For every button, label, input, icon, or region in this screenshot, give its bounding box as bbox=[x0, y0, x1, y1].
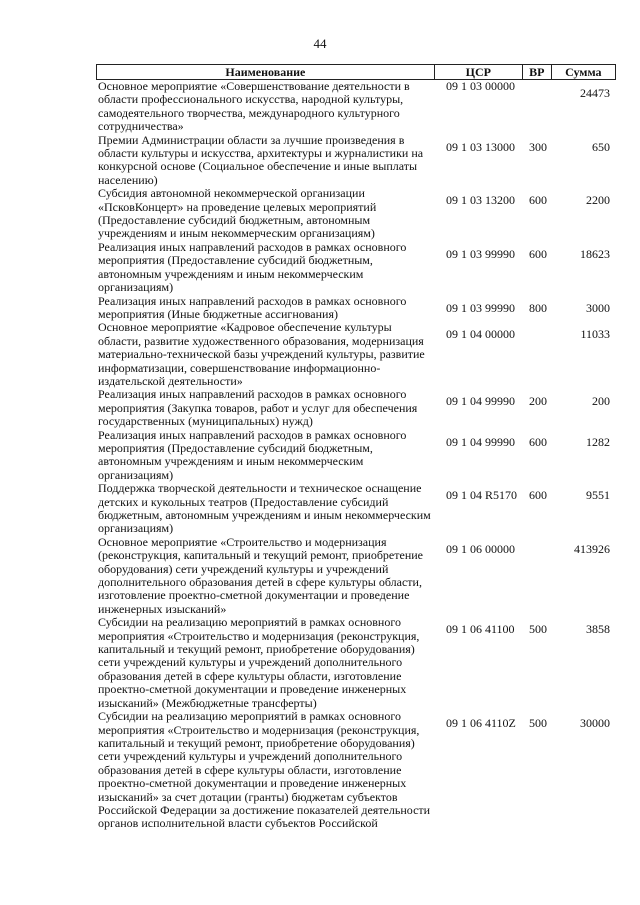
row-csr: 09 1 03 99990 bbox=[446, 300, 515, 315]
row-name: Реализация иных направлений расходов в рамках основного мероприятия (Иные бюджетные ассигнования) bbox=[98, 293, 407, 321]
table-row bbox=[96, 80, 616, 134]
row-name: Реализация иных направлений расходов в рамках основного мероприятия (Предоставление субсидий бюджетным, автономным учреждениям и иным некоммерческим организациям) bbox=[98, 427, 407, 482]
row-sum: 30000 bbox=[580, 716, 610, 731]
row-vr: 600 bbox=[529, 246, 547, 261]
row-sum: 24473 bbox=[580, 86, 610, 100]
table-row bbox=[96, 321, 616, 388]
row-sum: 3000 bbox=[586, 300, 610, 315]
row-name: Субсидии на реализацию мероприятий в рамках основного мероприятия «Строительство и модернизация (реконструкция, капитальный и текущий ремонт, приобретение оборудования) сети учреждений культуры и учреждений дополнительного образования детей в сфере культуры области, изготовление проектно-сметной документации и проведение инженерных изысканий» (Межбюджетные трансферты) bbox=[98, 615, 420, 710]
row-csr: 09 1 03 13000 bbox=[446, 139, 515, 154]
row-sum: 18623 bbox=[580, 246, 610, 261]
row-vr: 500 bbox=[529, 622, 547, 637]
row-sum: 650 bbox=[592, 139, 610, 154]
row-csr: 09 1 04 99990 bbox=[446, 434, 515, 449]
table-row bbox=[96, 482, 616, 536]
row-csr: 09 1 04 R5170 bbox=[446, 488, 518, 503]
row-vr: 300 bbox=[529, 139, 547, 154]
row-name: Субсидии на реализацию мероприятий в рамках основного мероприятия «Строительство и модернизация (реконструкция, капитальный и текущий ремонт, приобретение оборудования) сети учреждений культуры и учреждений дополнительного образования детей в сфере культуры области, изготовление проектно-сметной документации и проведение инженерных изысканий» за счет дотации (гранты) бюджетам субъектов Российской Федерации за достижение показателей деятельности органов исполнительной власти субъектов Российской bbox=[98, 709, 431, 831]
page-number: 44 bbox=[313, 36, 327, 51]
row-name: Поддержка творческой деятельности и техническое оснащение детских и кукольных театров (Предоставление субсидий бюджетным, автономным учреждениям и иным некоммерческим организациям) bbox=[98, 481, 431, 536]
header-sum: Сумма bbox=[551, 65, 616, 79]
row-vr: 600 bbox=[529, 434, 547, 449]
header-vr: ВР bbox=[522, 65, 551, 79]
row-csr: 09 1 06 41100 bbox=[446, 622, 515, 637]
row-vr bbox=[524, 321, 552, 388]
row-name: Основное мероприятие «Совершенствование деятельности в области профессионального искусства, народной культуры, самодеятельного творчества, международного культурного сотрудничества» bbox=[98, 79, 410, 134]
row-sum: 413926 bbox=[574, 541, 610, 556]
row-sum: 3858 bbox=[586, 622, 610, 637]
row-sum: 2200 bbox=[586, 193, 610, 208]
table-row bbox=[96, 429, 616, 483]
row-vr bbox=[524, 536, 552, 616]
row-csr: 09 1 06 4110Z bbox=[446, 716, 516, 731]
table-row bbox=[96, 241, 616, 295]
table-row bbox=[96, 187, 616, 241]
row-vr: 200 bbox=[529, 394, 547, 409]
row-name: Основное мероприятие «Строительство и модернизация (реконструкция, капитальный и текущий ремонт, приобретение оборудования) сети учреждений культуры и учреждений дополнительного образования детей в сфере культуры области, изготовление проектно-сметной документации и проведение инженерных изысканий» bbox=[98, 534, 424, 616]
row-sum: 1282 bbox=[586, 434, 610, 449]
row-name: Субсидия автономной некоммерческой организации «ПсковКонцерт» на проведение целевых мероприятий (Предоставление субсидий бюджетным, автономным учреждениям и иным некоммерческим организациям) bbox=[98, 186, 377, 241]
table-row bbox=[96, 710, 616, 831]
row-sum: 200 bbox=[592, 394, 610, 409]
row-sum: 9551 bbox=[586, 488, 610, 503]
row-csr: 09 1 03 00000 bbox=[446, 79, 515, 93]
row-csr: 09 1 03 99990 bbox=[446, 246, 515, 261]
budget-table bbox=[96, 64, 616, 831]
row-name: Премии Администрации области за лучшие произведения в области культуры и искусства, архитектуры и журналистики на конкурсной основе (Социальное обеспечение и иные выплаты населению) bbox=[98, 132, 424, 187]
row-csr: 09 1 04 99990 bbox=[446, 394, 515, 409]
table-row bbox=[96, 536, 616, 616]
table-row bbox=[96, 295, 616, 322]
table-row bbox=[96, 134, 616, 188]
row-csr: 09 1 04 00000 bbox=[446, 327, 515, 342]
table-row bbox=[96, 388, 616, 428]
row-csr: 09 1 03 13200 bbox=[446, 193, 515, 208]
row-vr: 500 bbox=[529, 716, 547, 731]
row-name: Основное мероприятие «Кадровое обеспечение культуры области, развитие художественного образования, модернизация материально-технической базы учреждений культуры, развитие информатизации, совершенствование информационно-издательской деятельности» bbox=[98, 320, 425, 388]
row-csr: 09 1 06 00000 bbox=[446, 541, 515, 556]
row-name: Реализация иных направлений расходов в рамках основного мероприятия (Предоставление субсидий бюджетным, автономным учреждениям и иным некоммерческим организациям) bbox=[98, 239, 407, 295]
header-name: Наименование bbox=[96, 65, 434, 79]
row-name: Реализация иных направлений расходов в рамках основного мероприятия (Закупка товаров, работ и услуг для обеспечения государственных (муниципальных) нужд) bbox=[98, 387, 418, 429]
row-vr: 600 bbox=[529, 193, 547, 208]
table-header bbox=[96, 64, 616, 80]
row-sum: 11033 bbox=[580, 327, 610, 342]
table-row bbox=[96, 616, 616, 710]
header-csr: ЦСР bbox=[434, 65, 522, 79]
row-vr: 800 bbox=[529, 300, 547, 315]
row-vr bbox=[524, 80, 552, 134]
row-vr: 600 bbox=[529, 488, 547, 503]
